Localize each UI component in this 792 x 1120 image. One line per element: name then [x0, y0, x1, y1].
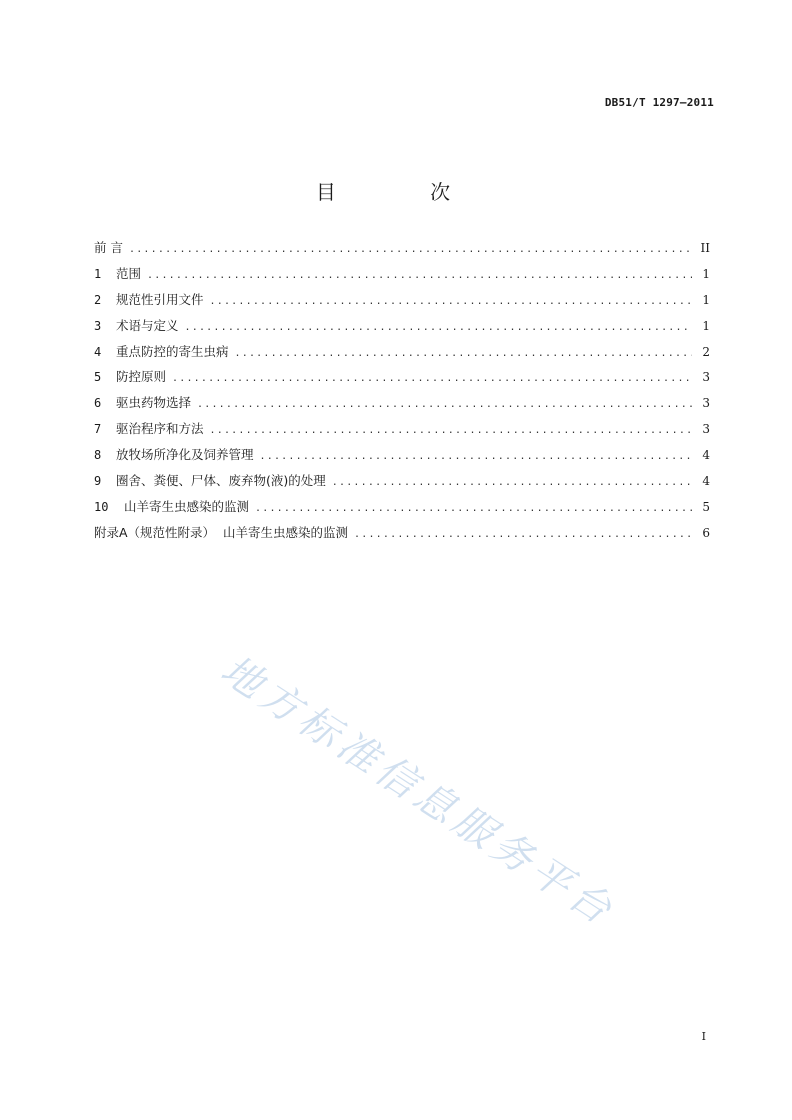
toc-leader-dots [332, 477, 692, 488]
toc-page-number: 2 [702, 344, 710, 359]
toc-entry-7[interactable] [94, 419, 710, 445]
watermark: 地方标准信息服务平台 [212, 646, 624, 936]
toc-entry-4[interactable] [94, 342, 710, 368]
toc-page-number: 1 [702, 266, 710, 281]
toc-entry-2[interactable] [94, 290, 710, 316]
toc-page-number: 6 [702, 525, 710, 540]
toc-number: 9 [94, 474, 102, 489]
toc-entry-appendix-a[interactable] [94, 523, 710, 549]
toc-entry-6[interactable] [94, 393, 710, 419]
toc-label: 范围 [116, 265, 142, 281]
toc-label: 术语与定义 [116, 317, 179, 333]
toc-label: 驱虫药物选择 [116, 395, 192, 411]
toc-leader-dots [147, 270, 692, 281]
toc-number: 6 [94, 396, 102, 411]
toc-page-number: 1 [702, 318, 710, 333]
toc-leader-dots [197, 399, 692, 410]
toc-leader-dots [172, 373, 692, 384]
toc-leader-dots [354, 529, 692, 540]
toc-entry-3[interactable] [94, 316, 710, 342]
toc-leader-dots [210, 296, 692, 307]
toc-number: 4 [94, 344, 102, 359]
toc-entry-9[interactable] [94, 471, 710, 497]
toc-number: 1 [94, 266, 102, 281]
toc-number: 8 [94, 448, 102, 463]
toc-label: 附录A（规范性附录） 山羊寄生虫感染的监测 [94, 524, 348, 540]
toc-page-number: 4 [702, 448, 710, 463]
toc-page-number: 3 [702, 396, 710, 411]
toc-entry-8[interactable] [94, 445, 710, 471]
toc-page-number: II [700, 241, 710, 255]
toc-leader-dots [210, 425, 692, 436]
page-title: 目 次 [315, 180, 495, 204]
toc-entry-1[interactable] [94, 264, 710, 290]
toc-label: 防控原则 [116, 369, 167, 385]
toc-number: 7 [94, 422, 102, 437]
toc-number: 10 [94, 499, 109, 514]
toc-page-number: 1 [702, 292, 710, 307]
page-number: I [701, 1030, 706, 1043]
toc-entry-10[interactable] [94, 497, 710, 523]
table-of-contents [94, 238, 710, 549]
standard-code: DB51/T 1297—2011 [604, 96, 714, 109]
toc-page-number: 4 [702, 474, 710, 489]
toc-label: 前 言 [94, 240, 123, 255]
toc-label: 放牧场所净化及饲养管理 [116, 447, 254, 463]
toc-number: 5 [94, 370, 102, 385]
toc-page-number: 5 [702, 499, 710, 514]
toc-page-number: 3 [702, 370, 710, 385]
toc-page-number: 3 [702, 422, 710, 437]
toc-leader-dots [255, 503, 692, 514]
toc-label: 圈舍、粪便、尸体、废弃物(液)的处理 [116, 473, 326, 489]
toc-entry-foreword[interactable] [94, 238, 710, 264]
toc-leader-dots [129, 244, 692, 255]
toc-entry-5[interactable] [94, 367, 710, 393]
toc-label: 重点防控的寄生虫病 [116, 343, 229, 359]
toc-label: 规范性引用文件 [116, 291, 204, 307]
toc-number: 2 [94, 292, 102, 307]
toc-number: 3 [94, 318, 102, 333]
toc-label: 山羊寄生虫感染的监测 [124, 498, 250, 514]
toc-label: 驱治程序和方法 [116, 421, 204, 437]
toc-leader-dots [235, 348, 692, 359]
toc-leader-dots [185, 322, 692, 333]
toc-leader-dots [260, 451, 692, 462]
